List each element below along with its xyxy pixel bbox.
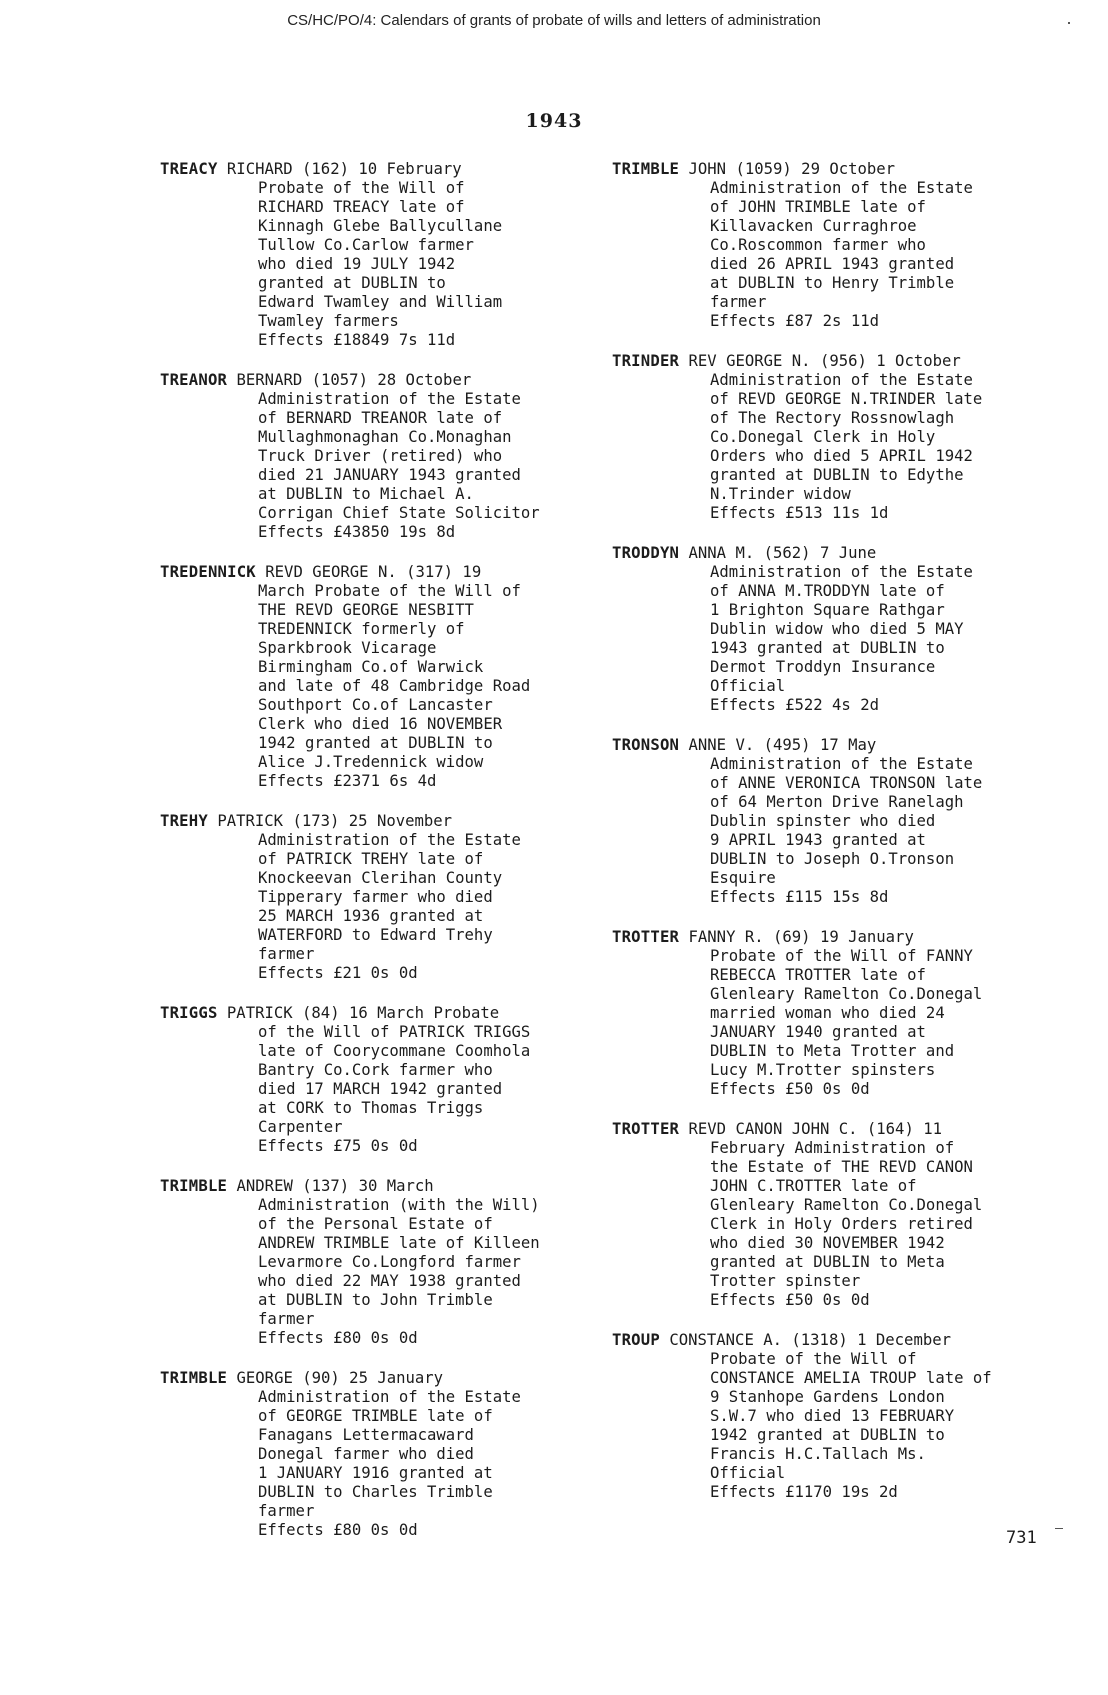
page-number: 731: [1006, 1528, 1037, 1548]
entry-head: REVD CANON JOHN C. (164) 11: [688, 1120, 942, 1138]
calendar-entry: [160, 160, 630, 350]
year-heading: 1943: [525, 110, 583, 132]
entry-surname: TREDENNICK: [160, 563, 256, 581]
entry-body: Administration of the Estate of ANNE VERONICA TRONSON late of 64 Merton Drive Ranelagh Dublin spinster who died 9 APRIL 1943 granted at DUBLIN to Joseph O.Tronson Esquire: [710, 755, 983, 887]
entry-body: Administration of the Estate of REVD GEORGE N.TRINDER late of The Rectory Rossnowlagh Co.Donegal Clerk in Holy Orders who died 5 APRIL 1942 granted at DUBLIN to Edythe N.Trinder widow: [710, 371, 983, 503]
calendar-entry: [612, 928, 1082, 1099]
entry-surname: TREACY: [160, 160, 218, 178]
entry-effects: Effects £513 11s 1d: [710, 504, 889, 522]
calendar-entry: [612, 1120, 1082, 1310]
entry-body: Probate of the Will of CONSTANCE AMELIA TROUP late of 9 Stanhope Gardens London S.W.7 who died 13 FEBRUARY 1942 granted at DUBLIN to Francis H.C.Tallach Ms. Official: [710, 1350, 992, 1482]
entry-head: REVD GEORGE N. (317) 19: [265, 563, 482, 581]
entry-body: of the Will of PATRICK TRIGGS late of Coorycommane Coomhola Bantry Co.Cork farmer who died 17 MARCH 1942 granted at CORK to Thomas Triggs Carpenter: [258, 1023, 531, 1136]
entry-head: GEORGE (90) 25 January: [236, 1369, 444, 1387]
entry-surname: TRINDER: [612, 352, 680, 370]
entry-effects: Effects £1170 19s 2d: [710, 1483, 898, 1501]
right-column: [612, 160, 1082, 1523]
entry-surname: TRODDYN: [612, 544, 680, 562]
entry-effects: Effects £2371 6s 4d: [258, 772, 437, 790]
entry-surname: TRIMBLE: [160, 1369, 228, 1387]
entry-effects: Effects £80 0s 0d: [258, 1521, 418, 1539]
entry-body: Administration of the Estate of GEORGE TRIMBLE late of Fanagans Lettermacaward Donegal farmer who died 1 JANUARY 1916 granted at DUBLIN to Charles Trimble farmer: [258, 1388, 521, 1520]
entry-head: ANNE V. (495) 17 May: [688, 736, 877, 754]
calendar-entry: [160, 1369, 630, 1540]
calendar-entry: [160, 563, 630, 791]
entry-head: REV GEORGE N. (956) 1 October: [688, 352, 961, 370]
entry-body: Administration (with the Will) of the Personal Estate of ANDREW TRIMBLE late of Killeen Levarmore Co.Longford farmer who died 22 MAY 1938 granted at DUBLIN to John Trimble farmer: [258, 1196, 540, 1328]
entry-head: CONSTANCE A. (1318) 1 December: [669, 1331, 951, 1349]
entry-body: Probate of the Will of FANNY REBECCA TROTTER late of Glenleary Ramelton Co.Donegal married woman who died 24 JANUARY 1940 granted at DUBLIN to Meta Trotter and Lucy M.Trotter spinsters: [710, 947, 983, 1079]
entry-body: February Administration of the Estate of THE REVD CANON JOHN C.TROTTER late of Glenleary Ramelton Co.Donegal Clerk in Holy Orders retired who died 30 NOVEMBER 1942 granted at DUBLIN to Meta Trotter spinster: [710, 1139, 983, 1290]
entry-head: FANNY R. (69) 19 January: [688, 928, 914, 946]
entry-body: March Probate of the Will of THE REVD GEORGE NESBITT TREDENNICK formerly of Sparkbrook Vicarage Birmingham Co.of Warwick and late of 48 Cambridge Road Southport Co.of Lancaster Clerk who died 16 NOVEMBER 1942 granted at DUBLIN to Alice J.Tredennick widow: [258, 582, 531, 771]
left-column: [160, 160, 630, 1561]
entry-surname: TREHY: [160, 812, 208, 830]
calendar-entry: [160, 371, 630, 542]
entry-surname: TRIMBLE: [160, 1177, 228, 1195]
entry-head: BERNARD (1057) 28 October: [236, 371, 472, 389]
entry-head: ANDREW (137) 30 March: [236, 1177, 434, 1195]
calendar-entry: [160, 812, 630, 983]
entry-effects: Effects £50 0s 0d: [710, 1080, 870, 1098]
entry-effects: Effects £21 0s 0d: [258, 964, 418, 982]
entry-effects: Effects £50 0s 0d: [710, 1291, 870, 1309]
entry-body: Administration of the Estate of ANNA M.TRODDYN late of 1 Brighton Square Rathgar Dublin widow who died 5 MAY 1943 granted at DUBLIN to Dermot Troddyn Insurance Official: [710, 563, 973, 695]
entry-body: Probate of the Will of RICHARD TREACY late of Kinnagh Glebe Ballycullane Tullow Co.Carlow farmer who died 19 JULY 1942 granted at DUBLIN to Edward Twamley and William Twamley farmers: [258, 179, 503, 330]
entry-effects: Effects £80 0s 0d: [258, 1329, 418, 1347]
calendar-entry: [612, 736, 1082, 907]
entry-effects: Effects £18849 7s 11d: [258, 331, 456, 349]
entry-head: ANNA M. (562) 7 June: [688, 544, 877, 562]
entry-head: RICHARD (162) 10 February: [226, 160, 462, 178]
entry-body: Administration of the Estate of BERNARD TREANOR late of Mullaghmonaghan Co.Monaghan Truck Driver (retired) who died 21 JANUARY 1943 granted at DUBLIN to Michael A. Corrigan Chief State Solicitor: [258, 390, 540, 522]
entry-head: JOHN (1059) 29 October: [688, 160, 896, 178]
entry-surname: TROTTER: [612, 928, 680, 946]
entry-head: PATRICK (84) 16 March Probate: [226, 1004, 500, 1022]
calendar-entry: [612, 352, 1082, 523]
entry-effects: Effects £75 0s 0d: [258, 1137, 418, 1155]
calendar-entry: [612, 1331, 1082, 1502]
calendar-entry: [612, 160, 1082, 331]
calendar-entry: [612, 544, 1082, 715]
calendar-entry: [160, 1004, 630, 1156]
entry-effects: Effects £87 2s 11d: [710, 312, 879, 330]
entry-body: Administration of the Estate of JOHN TRIMBLE late of Killavacken Curraghroe Co.Roscommon farmer who died 26 APRIL 1943 granted at DUBLIN to Henry Trimble farmer: [710, 179, 973, 311]
entry-surname: TRIMBLE: [612, 160, 680, 178]
entry-head: PATRICK (173) 25 November: [217, 812, 453, 830]
entry-surname: TREANOR: [160, 371, 228, 389]
entry-surname: TROTTER: [612, 1120, 680, 1138]
entry-effects: Effects £115 15s 8d: [710, 888, 889, 906]
entry-body: Administration of the Estate of PATRICK TREHY late of Knockeevan Clerihan County Tipperary farmer who died 25 MARCH 1936 granted at WATERFORD to Edward Trehy farmer: [258, 831, 521, 963]
entry-surname: TROUP: [612, 1331, 660, 1349]
scan-speck: [1068, 22, 1070, 24]
entry-surname: TRIGGS: [160, 1004, 218, 1022]
document-title: CS/HC/PO/4: Calendars of grants of probate of wills and letters of administration: [287, 12, 821, 29]
entry-effects: Effects £522 4s 2d: [710, 696, 879, 714]
scan-speck: [1055, 1528, 1063, 1529]
entry-effects: Effects £43850 19s 8d: [258, 523, 456, 541]
entry-surname: TRONSON: [612, 736, 680, 754]
calendar-entry: [160, 1177, 630, 1348]
